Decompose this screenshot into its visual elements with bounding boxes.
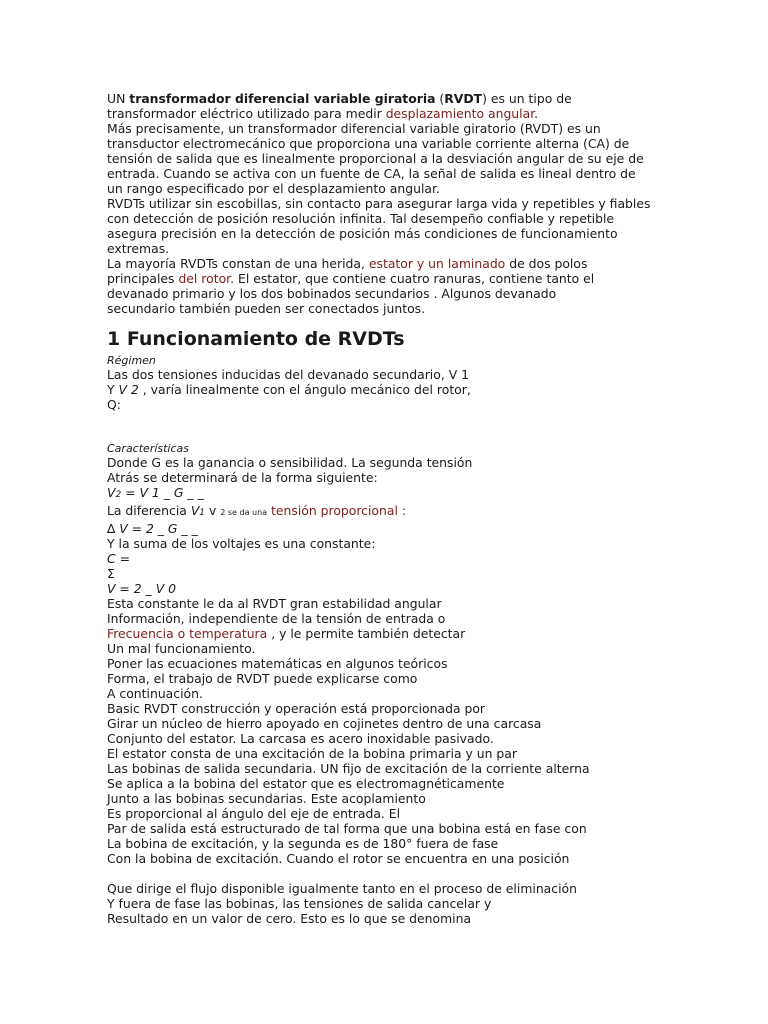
char-line-20: El estator consta de una excitación de la bobina primaria y un par (107, 746, 517, 761)
document-page (107, 91, 667, 926)
char-line-18: Girar un núcleo de hierro apoyado en cojinetes dentro de una carcasa (107, 716, 542, 731)
intro-line-13: principales del rotor. El estator, que contiene cuatro ranuras, contiene tanto el (107, 271, 595, 286)
link-tension-proporcional[interactable]: tensión proporcional : (267, 503, 407, 518)
char-line-13: Un mal funcionamiento. (107, 641, 256, 656)
equation-sigma: Σ (107, 566, 115, 581)
char-line-15: Forma, el trabajo de RVDT puede explicarse como (107, 671, 418, 686)
intro-line-5: tensión de salida que es linealmente proporcional a la desviación angular de su eje de (107, 151, 644, 166)
link-frecuencia-temperatura[interactable]: Frecuencia o temperatura (107, 626, 268, 641)
intro-line-14: devanado primario y los dos bobinados secundarios . Algunos devanado (107, 286, 557, 301)
intro-line-15: secundario también pueden ser conectados juntos. (107, 301, 426, 316)
char-line-17: Basic RVDT construcción y operación está proporcionada por (107, 701, 486, 716)
char-line-21: Las bobinas de salida secundaria. UN fijo de excitación de la corriente alterna (107, 761, 590, 776)
intro-line-11: extremas. (107, 241, 170, 256)
section-line-1: Las dos tensiones inducidas del devanado secundario, V 1 (107, 367, 469, 382)
section-line-2: Y V 2 , varía linealmente con el ángulo mecánico del rotor, (107, 382, 471, 397)
final-line-1: Que dirige el flujo disponible igualmente tanto en el proceso de eliminación (107, 881, 577, 896)
link-del-rotor[interactable]: del rotor (178, 271, 231, 286)
equation-v0: V = 2 _ V 0 (107, 581, 176, 596)
spacer (107, 412, 667, 442)
intro-line-4: transductor electromecánico que proporciona una variable corriente alterna (CA) de (107, 136, 630, 151)
intro-line-3: Más precisamente, un transformador diferencial variable giratorio (RVDT) es un (107, 121, 601, 136)
char-line-12: Frecuencia o temperatura , y le permite también detectar (107, 626, 466, 641)
intro-line-7: un rango especificado por el desplazamiento angular. (107, 181, 440, 196)
section-line-3: Q: (107, 397, 121, 412)
char-line-25: Par de salida está estructurado de tal forma que una bobina está en fase con (107, 821, 587, 836)
char-line-24: Es proporcional al ángulo del eje de entrada. El (107, 806, 401, 821)
spacer (107, 866, 667, 881)
caption-regimen: Régimen (107, 354, 156, 367)
char-line-1: Donde G es la ganancia o sensibilidad. La segunda tensión (107, 455, 473, 470)
final-line-3: Resultado en un valor de cero. Esto es lo que se denomina (107, 911, 472, 926)
char-line-2: Atrás se determinará de la forma siguiente: (107, 470, 378, 485)
link-desplazamiento-angular[interactable]: desplazamiento angular (385, 106, 535, 121)
intro-line-1: UN transformador diferencial variable giratoria (RVDT) es un tipo de (107, 91, 572, 106)
char-line-22: Se aplica a la bobina del estator que es electromagnéticamente (107, 776, 505, 791)
char-line-23: Junto a las bobinas secundarias. Este acoplamiento (107, 791, 426, 806)
section-heading: 1 Funcionamiento de RVDTs (107, 328, 405, 350)
char-line-11: Información, independiente de la tensión de entrada o (107, 611, 446, 626)
char-line-10: Esta constante le da al RVDT gran estabilidad angular (107, 596, 442, 611)
char-line-27: Con la bobina de excitación. Cuando el rotor se encuentra en una posición (107, 851, 570, 866)
equation-c: C = (107, 551, 130, 566)
intro-line-2: transformador eléctrico utilizado para medir desplazamiento angular. (107, 106, 539, 121)
char-line-19: Conjunto del estator. La carcasa es acero inoxidable pasivado. (107, 731, 494, 746)
final-line-2: Y fuera de fase las bobinas, las tensiones de salida cancelar y (107, 896, 492, 911)
char-line-4: La diferencia V1 v 2 se da una tensión proporcional : (107, 503, 407, 518)
char-line-16: A continuación. (107, 686, 203, 701)
intro-line-10: asegura precisión en la detección de posición más condiciones de funcionamiento (107, 226, 618, 241)
char-line-6: Y la suma de los voltajes es una constante: (107, 536, 376, 551)
equation-v2: V2 = V 1 _ G _ _ (107, 485, 204, 500)
char-line-14: Poner las ecuaciones matemáticas en algunos teóricos (107, 656, 448, 671)
caption-caracteristicas: Características (107, 442, 190, 455)
term-rvdt: RVDT (444, 91, 483, 106)
equation-delta-v: ∆ V = 2 _ G _ _ (107, 521, 198, 536)
char-line-26: La bobina de excitación, y la segunda es de 180° fuera de fase (107, 836, 499, 851)
link-estator-laminado[interactable]: estator y un laminado (368, 256, 506, 271)
term-rvdt-full: transformador diferencial variable giratoria (129, 91, 436, 106)
intro-line-9: con detección de posición resolución infinita. Tal desempeño confiable y repetible (107, 211, 615, 226)
intro-line-12: La mayoría RVDTs constan de una herida, estator y un laminado de dos polos (107, 256, 588, 271)
intro-line-6: entrada. Cuando se activa con un fuente de CA, la señal de salida es lineal dentro de (107, 166, 636, 181)
intro-line-8: RVDTs utilizar sin escobillas, sin contacto para asegurar larga vida y repetibles y fiables (107, 196, 651, 211)
